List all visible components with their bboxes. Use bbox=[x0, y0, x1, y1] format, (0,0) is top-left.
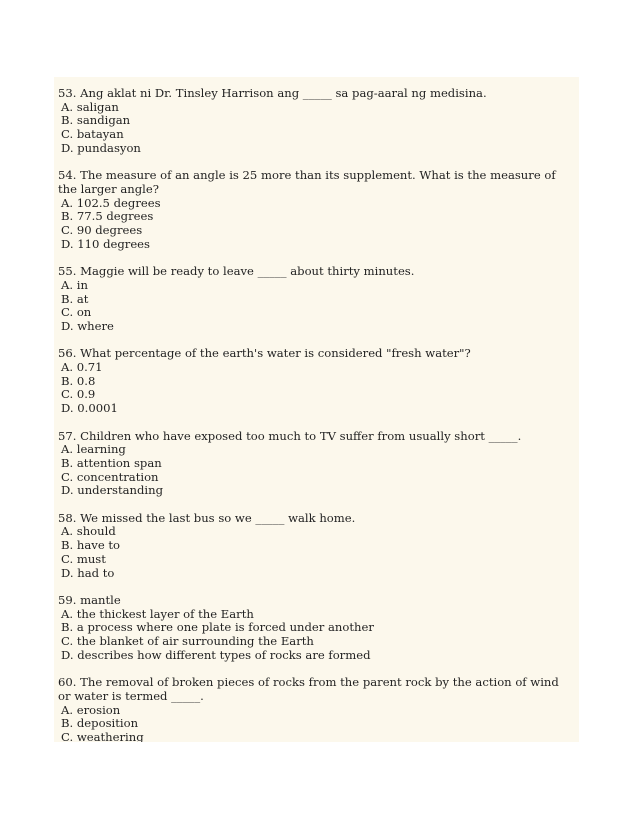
option-b: B. have to bbox=[61, 538, 121, 553]
option-d: D. where bbox=[61, 318, 114, 333]
option-b: B. 77.5 degrees bbox=[61, 209, 154, 224]
option-d: D. pundasyon bbox=[61, 140, 141, 155]
question-57 bbox=[58, 430, 579, 499]
document-panel bbox=[54, 77, 579, 742]
option-c: C. the blanket of air surrounding the Earth bbox=[61, 634, 314, 649]
option-b: B. 0.8 bbox=[61, 373, 96, 388]
option-d: D. understanding bbox=[61, 483, 164, 498]
option-b: B. a process where one plate is forced under another bbox=[61, 620, 374, 635]
option-c: C. weathering bbox=[61, 729, 144, 742]
question-text: 60. The removal of broken pieces of rocks from the parent rock by the action of wind or water is termed _____. bbox=[58, 675, 559, 703]
question-54 bbox=[58, 169, 579, 251]
question-60 bbox=[58, 676, 579, 742]
option-a: A. erosion bbox=[61, 702, 121, 717]
question-text: 56. What percentage of the earth's water is considered "fresh water"? bbox=[58, 346, 471, 361]
option-d: D. had to bbox=[61, 565, 115, 580]
option-a: A. should bbox=[61, 524, 116, 539]
option-b: B. attention span bbox=[61, 455, 162, 470]
question-53 bbox=[58, 87, 579, 156]
option-c: C. 90 degrees bbox=[61, 223, 143, 238]
question-list bbox=[54, 77, 579, 742]
option-d: D. describes how different types of rocks are formed bbox=[61, 647, 371, 662]
option-a: A. 0.71 bbox=[61, 360, 103, 375]
question-text: 53. Ang aklat ni Dr. Tinsley Harrison ang _____ sa pag-aaral ng medisina. bbox=[58, 86, 487, 100]
option-b: B. sandigan bbox=[61, 113, 131, 128]
question-59 bbox=[58, 594, 579, 663]
question-58 bbox=[58, 512, 579, 581]
option-a: A. 102.5 degrees bbox=[61, 195, 161, 210]
question-text: 54. The measure of an angle is 25 more than its supplement. What is the measure of the larger angle? bbox=[58, 168, 556, 196]
option-d: D. 110 degrees bbox=[61, 236, 150, 251]
option-b: B. at bbox=[61, 291, 89, 306]
question-text: 55. Maggie will be ready to leave _____ about thirty minutes. bbox=[58, 264, 415, 279]
question-text: 59. mantle bbox=[58, 592, 121, 607]
option-c: C. concentration bbox=[61, 469, 159, 484]
question-text: 58. We missed the last bus so we _____ walk home. bbox=[58, 510, 356, 525]
option-a: A. in bbox=[61, 277, 88, 292]
option-a: A. learning bbox=[61, 442, 126, 457]
option-c: C. batayan bbox=[61, 127, 124, 142]
option-a: A. the thickest layer of the Earth bbox=[61, 606, 254, 621]
question-55 bbox=[58, 265, 579, 334]
option-c: C. must bbox=[61, 551, 106, 566]
option-c: C. on bbox=[61, 305, 92, 320]
option-d: D. 0.0001 bbox=[61, 401, 118, 416]
question-text: 57. Children who have exposed too much to TV suffer from usually short _____. bbox=[58, 428, 522, 443]
option-a: A. saligan bbox=[61, 99, 119, 114]
question-56 bbox=[58, 347, 579, 416]
option-b: B. deposition bbox=[61, 716, 139, 731]
option-c: C. 0.9 bbox=[61, 387, 96, 402]
